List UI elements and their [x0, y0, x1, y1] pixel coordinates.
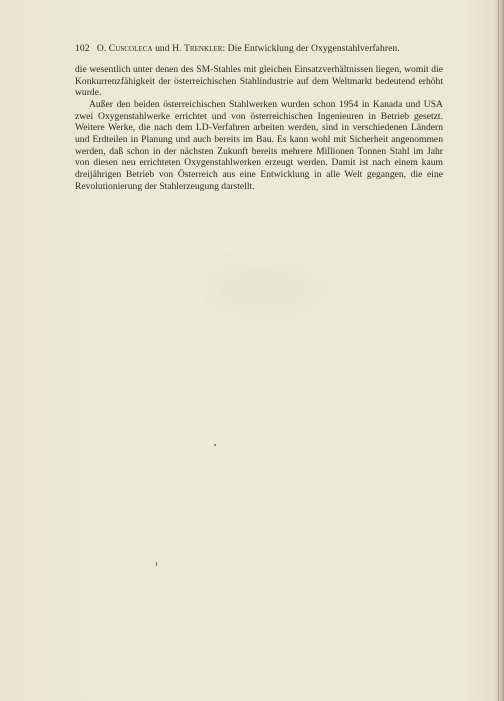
body-text: [75, 64, 443, 192]
running-header: 102 O. Cuscoleca und H. Trenkler: Die Entwicklung der Oxygenstahlverfahren.: [75, 43, 400, 54]
page-number: 102: [75, 43, 90, 54]
author1-surname: Cuscoleca: [108, 43, 153, 54]
paper-speck: [214, 444, 216, 446]
paper-speck: [156, 562, 157, 566]
paragraph-1: die wesentlich unter denen des SM-Stahles mit gleichen Einsatzverhältnissen liegen, womit die Konkurrenzfähigkeit der österreichischen Stahlindustrie auf dem Weltmarkt bedeutend erhöht wurde.: [75, 64, 443, 99]
author2-initial: H.: [172, 43, 182, 54]
show-through-shadow: [175, 250, 345, 330]
author1-initial: O.: [96, 43, 107, 54]
author2-surname: Trenkler: [183, 43, 223, 54]
page-edge-shadow: [494, 0, 504, 701]
page-edge-line: [498, 0, 499, 701]
header-conjunction: und: [155, 43, 170, 54]
paragraph-2: Außer den beiden österreichischen Stahlwerken wurden schon 1954 in Kanada und USA zwei Oxygenstahlwerke errichtet und von österreichischen Ingenieuren in Betrieb gesetzt. Weitere Werke, die nach dem LD-Verfahren arbeiten werden, sind in verschiedenen Ländern und Erdteilen in Planung und auch bereits im Bau. Es kann wohl mit Sicherheit angenommen werden, daß schon in der nächsten Zukunft bereits mehrere Millionen Tonnen Stahl im Jahr von diesen neu errichteten Oxygenstahlwerken erzeugt werden. Damit ist nach einem kaum dreijährigen Betrieb von Österreich aus eine Entwicklung in alle Welt gegangen, die eine Revolutionierung der Stahlerzeugung darstellt.: [75, 98, 443, 192]
header-title: Die Entwicklung der Oxygenstahlverfahren.: [227, 43, 400, 54]
